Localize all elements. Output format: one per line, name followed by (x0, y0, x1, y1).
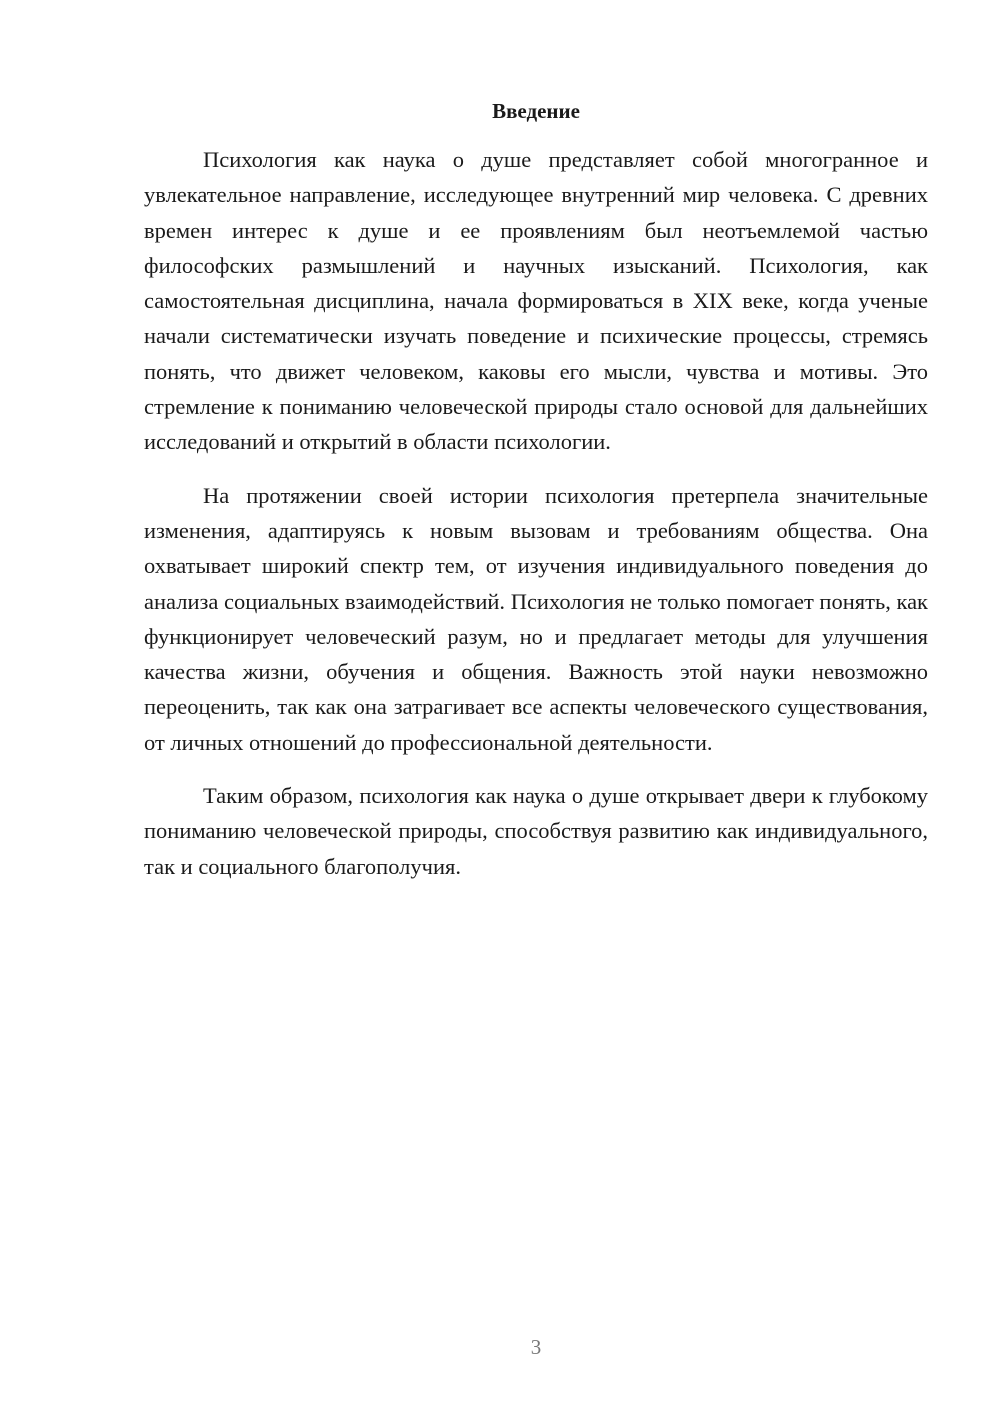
page-number: 3 (530, 1335, 542, 1359)
paragraph-2: На протяжении своей истории психология претерпела значительные изменения, адаптируясь к новым вызовам и требованиям общества. Она охватывает широкий спектр тем, от изучения индивидуального поведения до анализа социальных взаимодействий. Психология не только помогает понять, как функционирует человеческий разум, но и предлагает методы для улучшения качества жизни, обучения и общения. Важность этой науки невозможно переоценить, так как она затрагивает все аспекты человеческого существования, от личных отношений до профессиональной деятельности. (144, 482, 928, 755)
paragraph-1: Психология как наука о душе представляет собой многогранное и увлекательное направление, исследующее внутренний мир человека. С древних времен интерес к душе и ее проявлениям был неотъемлемой частью философских размышлений и научных изысканий. Психология, как самостоятельная дисциплина, начала формироваться в XIX веке, когда ученые начали систематически изучать поведение и психические процессы, стремясь понять, что движет человеком, каковы его мысли, чувства и мотивы. Это стремление к пониманию человеческой природы стало основой для дальнейших исследований и открытий в области психологии. (144, 147, 928, 455)
section-heading: Введение (492, 99, 580, 123)
paragraph-3: Таким образом, психология как наука о душе открывает двери к глубокому пониманию человеческой природы, способствуя развитию как индивидуального, так и социального благополучия. (144, 783, 928, 879)
body-text (144, 142, 928, 902)
